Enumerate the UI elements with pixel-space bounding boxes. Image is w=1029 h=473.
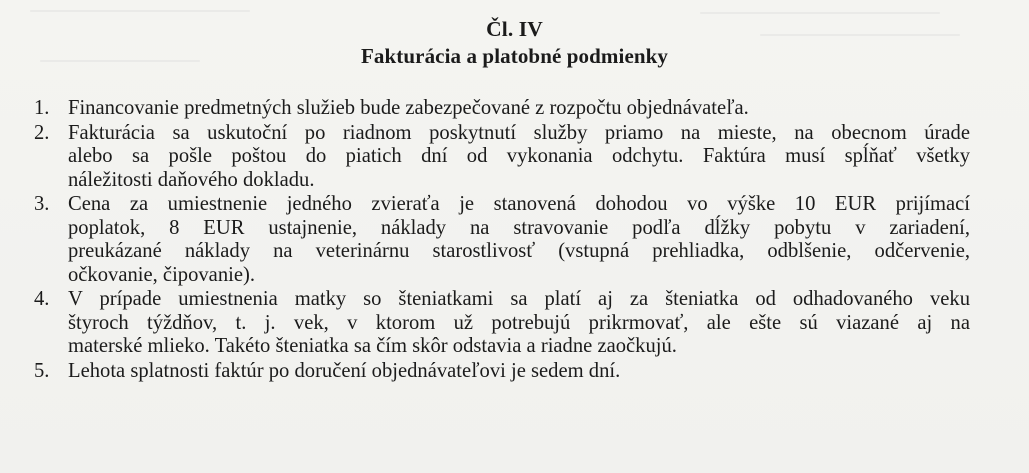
item-number: 5. [34, 359, 50, 382]
bleed-through-mark [700, 12, 940, 14]
item-text-line: alebo sa pošle poštou do piatich dní od vykonania odchytu. Faktúra musí spĺňať všetky [68, 145, 970, 167]
item-number: 4. [34, 288, 50, 310]
article-title: Fakturácia a platobné podmienky [360, 44, 669, 68]
list-item [34, 360, 970, 384]
item-text-line: poplatok, 8 EUR ustajnenie, náklady na stravovanie podľa dĺžky pobytu v zariadení, [68, 216, 970, 239]
item-text-line: náležitosti daňového dokladu. [68, 168, 315, 191]
item-text-line: štyroch týždňov, t. j. vek, v ktorom už potrebujú prikrmovať, ale ešte sú viazané aj na [68, 311, 970, 334]
item-text-line: V prípade umiestnenia matky so šteniatkami sa platí aj za šteniatka od odhadovaného veku [68, 288, 970, 310]
item-text-line: Lehota splatnosti faktúr po doručení objednávateľovi je sedem dní. [68, 359, 621, 382]
list-item [34, 97, 970, 121]
list-item [34, 288, 970, 359]
bleed-through-mark [30, 10, 250, 12]
item-number: 2. [34, 121, 50, 144]
item-text-line: preukázané náklady na veterinárnu starostlivosť (vstupná prehliadka, odblšenie, odčervenie, [68, 240, 970, 262]
item-number: 3. [34, 193, 50, 215]
item-text-line: Fakturácia sa uskutoční po riadnom poskytnutí služby priamo na mieste, na obecnom úrade [68, 121, 970, 144]
item-text-line: očkovanie, čipovanie). [68, 263, 255, 286]
terms-list [34, 97, 970, 384]
item-text-line: Cena za umiestnenie jedného zvieraťa je stanovená dohodou vo výške 10 EUR prijímací [68, 193, 970, 215]
item-text-line: materské mlieko. Takéto šteniatka sa čím skôr odstavia a riadne zaočkujú. [68, 335, 677, 357]
item-number: 1. [34, 97, 50, 119]
article-number: Čl. IV [486, 17, 543, 41]
list-item [34, 122, 970, 193]
list-item [34, 193, 970, 287]
item-text-line: Financovanie predmetných služieb bude zabezpečované z rozpočtu objednávateľa. [68, 97, 749, 119]
